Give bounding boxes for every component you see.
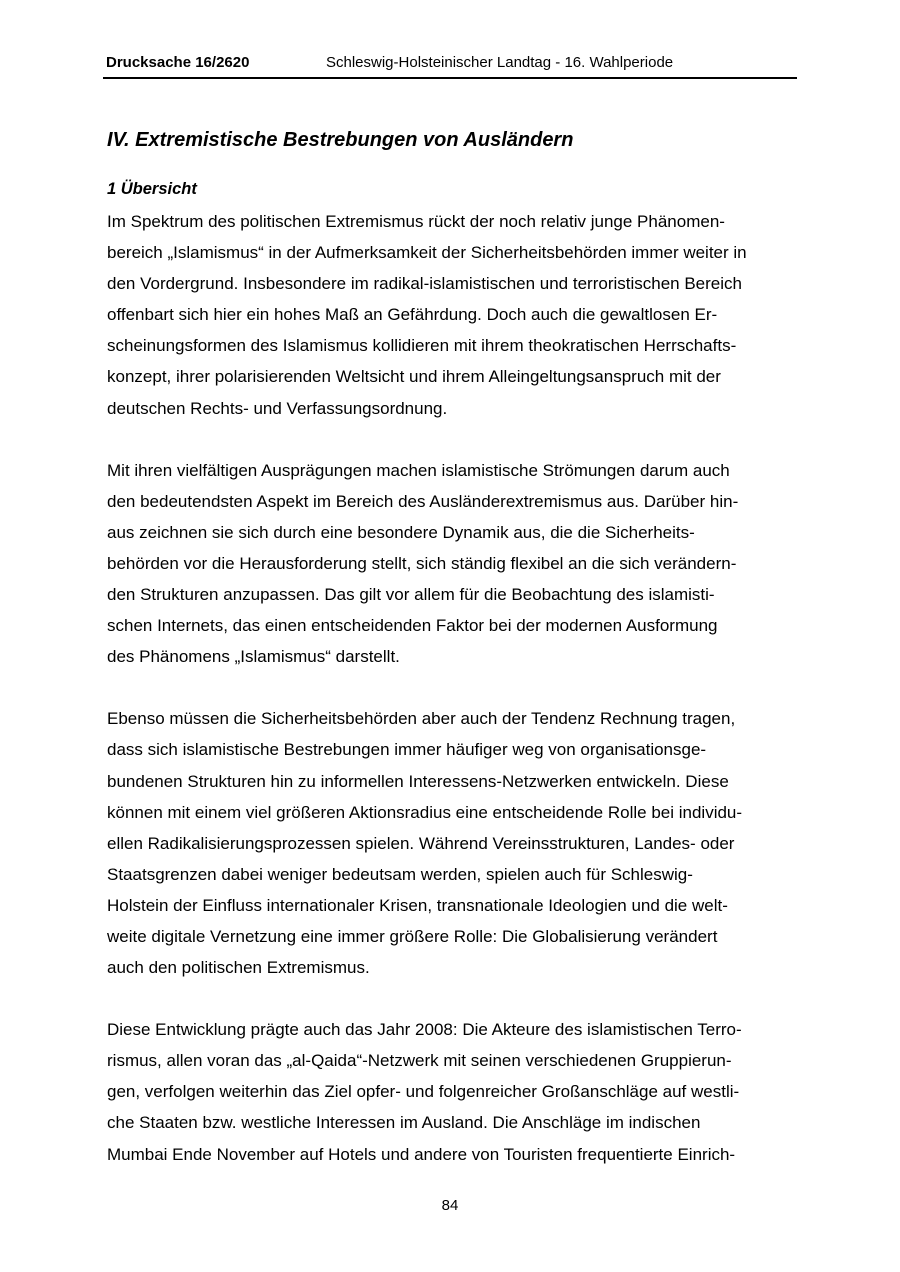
text-line: den bedeutendsten Aspekt im Bereich des Ausländerextremismus aus. Darüber hin- bbox=[107, 491, 739, 511]
text-line: offenbart sich hier ein hohes Maß an Gefährdung. Doch auch die gewaltlosen Er- bbox=[107, 305, 718, 325]
text-line: auch den politischen Extremismus. bbox=[107, 958, 370, 978]
page-header bbox=[103, 53, 797, 79]
text-line: deutschen Rechts- und Verfassungsordnung. bbox=[107, 398, 448, 418]
section-title: 1 Übersicht bbox=[107, 180, 197, 198]
text-line: Ebenso müssen die Sicherheitsbehörden aber auch der Tendenz Rechnung tragen, bbox=[107, 709, 736, 729]
text-line: aus zeichnen sie sich durch eine besondere Dynamik aus, die die Sicherheits- bbox=[107, 522, 695, 542]
text-line: Mumbai Ende November auf Hotels und andere von Touristen frequentierte Einrich- bbox=[107, 1144, 736, 1164]
text-line: Holstein der Einfluss internationaler Krisen, transnationale Ideologien und die welt- bbox=[107, 895, 728, 915]
paragraph bbox=[107, 455, 797, 673]
text-line: den Vordergrund. Insbesondere im radikal-islamistischen und terroristischen Bereich bbox=[107, 274, 742, 294]
text-line: rismus, allen voran das „al-Qaida“-Netzwerk mit seinen verschiedenen Gruppierun- bbox=[107, 1051, 732, 1071]
chapter-title: IV. Extremistische Bestrebungen von Ausländern bbox=[107, 129, 574, 151]
text-line: konzept, ihrer polarisierenden Weltsicht und ihrem Alleingeltungsanspruch mit der bbox=[107, 367, 721, 387]
text-line: scheinungsformen des Islamismus kollidieren mit ihrem theokratischen Herrschafts- bbox=[107, 336, 737, 356]
text-line: che Staaten bzw. westliche Interessen im Ausland. Die Anschläge im indischen bbox=[107, 1113, 701, 1133]
main-content bbox=[107, 126, 797, 1170]
text-line: den Strukturen anzupassen. Das gilt vor allem für die Beobachtung des islamisti- bbox=[107, 585, 715, 605]
text-line: Staatsgrenzen dabei weniger bedeutsam werden, spielen auch für Schleswig- bbox=[107, 864, 693, 884]
document-number: Drucksache 16/2620 bbox=[106, 54, 250, 71]
text-line: weite digitale Vernetzung eine immer größere Rolle: Die Globalisierung verändert bbox=[107, 926, 718, 946]
text-line: gen, verfolgen weiterhin das Ziel opfer- und folgenreicher Großanschläge auf westli- bbox=[107, 1082, 740, 1102]
text-line: bundenen Strukturen hin zu informellen Interessens-Netzwerken entwickeln. Diese bbox=[107, 771, 729, 791]
text-line: Mit ihren vielfältigen Ausprägungen machen islamistische Strömungen darum auch bbox=[107, 460, 730, 480]
document-source: Schleswig-Holsteinischer Landtag - 16. Wahlperiode bbox=[326, 54, 674, 71]
text-line: Im Spektrum des politischen Extremismus rückt der noch relativ junge Phänomen- bbox=[107, 212, 725, 231]
text-line: können mit einem viel größeren Aktionsradius eine entscheidende Rolle bei individu- bbox=[107, 802, 743, 822]
text-line: des Phänomens „Islamismus“ darstellt. bbox=[107, 647, 400, 667]
text-line: Diese Entwicklung prägte auch das Jahr 2008: Die Akteure des islamistischen Terro- bbox=[107, 1020, 742, 1040]
paragraph bbox=[107, 1014, 797, 1169]
text-line: dass sich islamistische Bestrebungen immer häufiger weg von organisationsge- bbox=[107, 740, 707, 760]
paragraph bbox=[107, 206, 797, 424]
body-text bbox=[107, 206, 797, 1170]
paragraph bbox=[107, 703, 797, 983]
text-line: schen Internets, das einen entscheidenden Faktor bei der modernen Ausformung bbox=[107, 616, 718, 636]
text-line: behörden vor die Herausforderung stellt, sich ständig flexibel an die sich verändern- bbox=[107, 553, 737, 573]
text-line: ellen Radikalisierungsprozessen spielen. Während Vereinsstrukturen, Landes- oder bbox=[107, 833, 735, 853]
text-line: bereich „Islamismus“ in der Aufmerksamkeit der Sicherheitsbehörden immer weiter in bbox=[107, 243, 747, 263]
page-number: 84 bbox=[441, 1197, 459, 1214]
